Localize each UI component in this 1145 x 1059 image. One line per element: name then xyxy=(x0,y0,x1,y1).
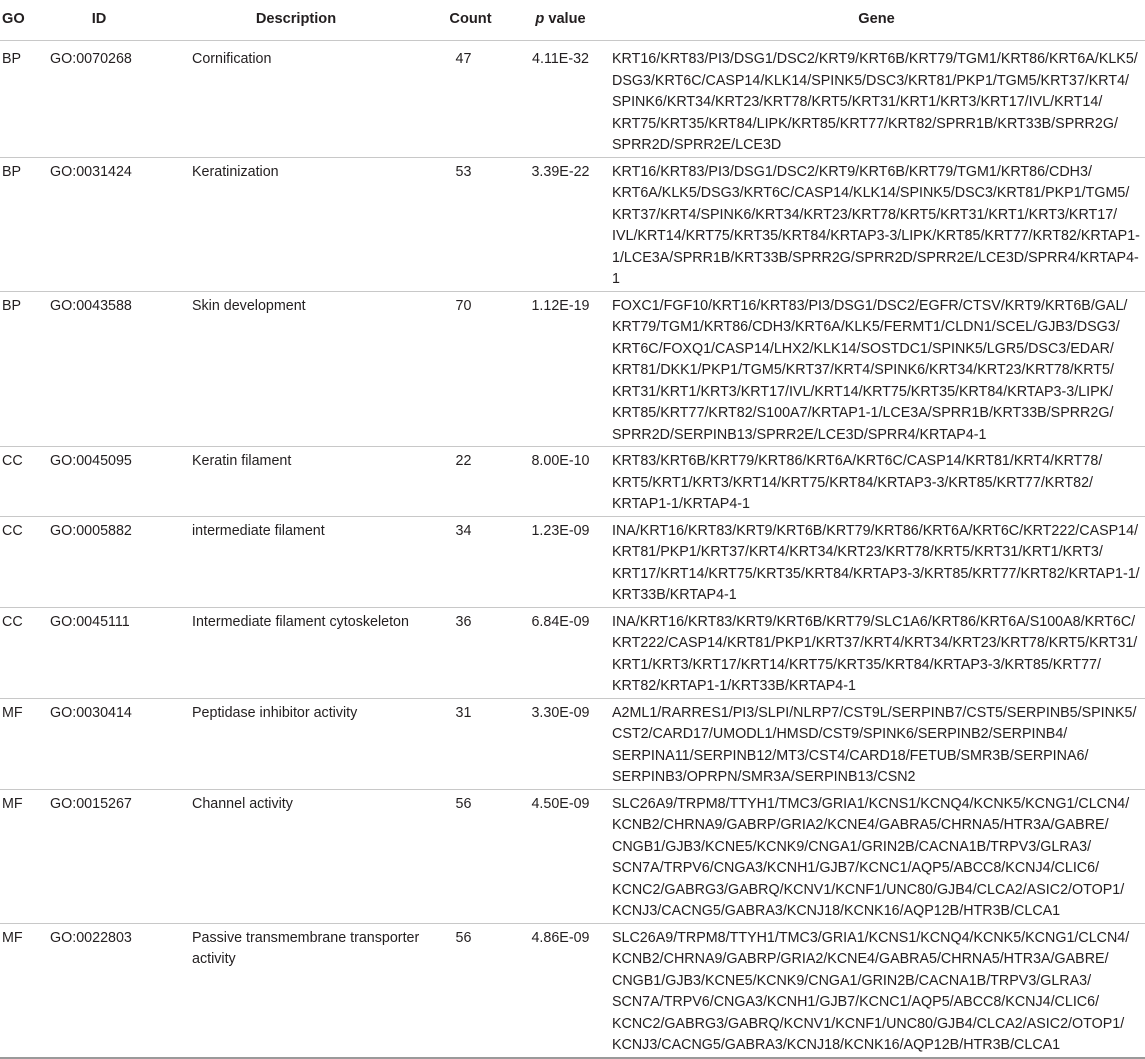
cell-go: CC xyxy=(0,607,44,698)
cell-pvalue: 4.50E-09 xyxy=(513,789,608,923)
table-row xyxy=(0,698,1145,789)
cell-description: Passive transmembrane transporter activity xyxy=(184,923,428,1058)
header-count: Count xyxy=(428,0,513,41)
cell-description: Channel activity xyxy=(184,789,428,923)
table-row xyxy=(0,157,1145,291)
cell-pvalue: 4.86E-09 xyxy=(513,923,608,1058)
cell-count: 22 xyxy=(428,447,513,517)
cell-description: intermediate filament xyxy=(184,516,428,607)
header-pvalue xyxy=(513,0,608,41)
cell-pvalue: 6.84E-09 xyxy=(513,607,608,698)
cell-gene: FOXC1/​FGF10/​KRT16/​KRT83/​PI3/​DSG1/​DSC2/​EGFR/​CTSV/​KRT9/​KRT6B/​GAL/​KRT79/​TGM1/​KRT86/​CDH3/​KRT6A/​KLK5/​FERMT1/​CLDN1/​SCEL/​GJB3/​DSG3/​KRT6C/​FOXQ1/​CASP14/​LHX2/​KLK14/​SOSTDC1/​SPINK5/​LGR5/​DSC3/​EDAR/​KRT81/​DKK1/​PKP1/​TGM5/​KRT37/​KRT4/​SPINK6/​KRT34/​KRT23/​KRT78/​KRT5/​KRT31/​KRT1/​KRT3/​KRT17/​IVL/​KRT14/​KRT75/​KRT35/​KRT84/​KRTAP3-3/​LIPK/​KRT85/​KRT77/​KRT82/​S100A7/​KRTAP1-1/​LCE3A/​SPRR1B/​KRT33B/​SPRR2G/​SPRR2D/​SERPINB13/​SPRR2E/​LCE3D/​SPRR4/​KRTAP4-1 xyxy=(608,291,1145,447)
header-id: ID xyxy=(44,0,184,41)
header-go: GO xyxy=(0,0,44,41)
cell-pvalue: 3.39E-22 xyxy=(513,157,608,291)
cell-gene: SLC26A9/​TRPM8/​TTYH1/​TMC3/​GRIA1/​KCNS1/​KCNQ4/​KCNK5/​KCNG1/​CLCN4/​KCNB2/​CHRNA9/​GABRP/​GRIA2/​KCNE4/​GABRA5/​CHRNA5/​HTR3A/​GABRE/​CNGB1/​GJB3/​KCNE5/​KCNK9/​CNGA1/​GRIN2B/​CACNA1B/​TRPV3/​GLRA3/​SCN7A/​TRPV6/​CNGA3/​KCNH1/​GJB7/​KCNC1/​AQP5/​ABCC8/​KCNJ4/​CLIC6/​KCNC2/​GABRG3/​GABRQ/​KCNV1/​KCNF1/​UNC80/​GJB4/​CLCA2/​ASIC2/​OTOP1/​KCNJ3/​CACNG5/​GABRA3/​KCNJ18/​KCNK16/​AQP12B/​HTR3B/​CLCA1 xyxy=(608,789,1145,923)
cell-pvalue: 1.12E-19 xyxy=(513,291,608,447)
cell-go: MF xyxy=(0,923,44,1058)
cell-count: 56 xyxy=(428,923,513,1058)
cell-pvalue: 8.00E-10 xyxy=(513,447,608,517)
table-row xyxy=(0,607,1145,698)
table-row xyxy=(0,447,1145,517)
cell-go: MF xyxy=(0,789,44,923)
cell-pvalue: 3.30E-09 xyxy=(513,698,608,789)
cell-id: GO:0030414 xyxy=(44,698,184,789)
cell-id: GO:0022803 xyxy=(44,923,184,1058)
cell-id: GO:0005882 xyxy=(44,516,184,607)
cell-go: CC xyxy=(0,516,44,607)
cell-go: MF xyxy=(0,698,44,789)
cell-go: BP xyxy=(0,157,44,291)
header-pvalue-rest: value xyxy=(548,11,586,28)
table-row xyxy=(0,291,1145,447)
cell-id: GO:0045111 xyxy=(44,607,184,698)
table-row xyxy=(0,789,1145,923)
cell-go: BP xyxy=(0,291,44,447)
header-description: Description xyxy=(184,0,428,41)
cell-id: GO:0043588 xyxy=(44,291,184,447)
table-row xyxy=(0,41,1145,158)
cell-gene: KRT16/​KRT83/​PI3/​DSG1/​DSC2/​KRT9/​KRT6B/​KRT79/​TGM1/​KRT86/​CDH3/​KRT6A/​KLK5/​DSG3/​KRT6C/​CASP14/​KLK14/​SPINK5/​DSC3/​KRT81/​PKP1/​TGM5/​KRT37/​KRT4/​SPINK6/​KRT34/​KRT23/​KRT78/​KRT5/​KRT31/​KRT1/​KRT3/​KRT17/​IVL/​KRT14/​KRT75/​KRT35/​KRT84/​KRTAP3-3/​LIPK/​KRT85/​KRT77/​KRT82/​KRTAP1-1/​LCE3A/​SPRR1B/​KRT33B/​SPRR2G/​SPRR2D/​SPRR2E/​LCE3D/​SPRR4/​KRTAP4-1 xyxy=(608,157,1145,291)
cell-description: Keratinization xyxy=(184,157,428,291)
table-row xyxy=(0,516,1145,607)
cell-description: Cornification xyxy=(184,41,428,158)
table-body xyxy=(0,41,1145,1058)
cell-pvalue: 4.11E-32 xyxy=(513,41,608,158)
cell-description: Keratin filament xyxy=(184,447,428,517)
cell-id: GO:0015267 xyxy=(44,789,184,923)
cell-pvalue: 1.23E-09 xyxy=(513,516,608,607)
cell-id: GO:0031424 xyxy=(44,157,184,291)
table-header-row xyxy=(0,0,1145,41)
table-row xyxy=(0,923,1145,1058)
cell-count: 70 xyxy=(428,291,513,447)
cell-count: 31 xyxy=(428,698,513,789)
header-pvalue-p: p xyxy=(535,11,545,28)
cell-count: 53 xyxy=(428,157,513,291)
cell-description: Intermediate filament cytoskeleton xyxy=(184,607,428,698)
cell-description: Skin development xyxy=(184,291,428,447)
cell-gene: SLC26A9/​TRPM8/​TTYH1/​TMC3/​GRIA1/​KCNS1/​KCNQ4/​KCNK5/​KCNG1/​CLCN4/​KCNB2/​CHRNA9/​GABRP/​GRIA2/​KCNE4/​GABRA5/​CHRNA5/​HTR3A/​GABRE/​CNGB1/​GJB3/​KCNE5/​KCNK9/​CNGA1/​GRIN2B/​CACNA1B/​TRPV3/​GLRA3/​SCN7A/​TRPV6/​CNGA3/​KCNH1/​GJB7/​KCNC1/​AQP5/​ABCC8/​KCNJ4/​CLIC6/​KCNC2/​GABRG3/​GABRQ/​KCNV1/​KCNF1/​UNC80/​GJB4/​CLCA2/​ASIC2/​OTOP1/​KCNJ3/​CACNG5/​GABRA3/​KCNJ18/​KCNK16/​AQP12B/​HTR3B/​CLCA1 xyxy=(608,923,1145,1058)
cell-id: GO:0070268 xyxy=(44,41,184,158)
cell-count: 56 xyxy=(428,789,513,923)
cell-go: CC xyxy=(0,447,44,517)
cell-description: Peptidase inhibitor activity xyxy=(184,698,428,789)
cell-count: 36 xyxy=(428,607,513,698)
cell-gene: INA/​KRT16/​KRT83/​KRT9/​KRT6B/​KRT79/​SLC1A6/​KRT86/​KRT6A/​S100A8/​KRT6C/​KRT222/​CASP14/​KRT81/​PKP1/​KRT37/​KRT4/​KRT34/​KRT23/​KRT78/​KRT5/​KRT31/​KRT1/​KRT3/​KRT17/​KRT14/​KRT75/​KRT35/​KRT84/​KRTAP3-3/​KRT85/​KRT77/​KRT82/​KRTAP1-1/​KRT33B/​KRTAP4-1 xyxy=(608,607,1145,698)
cell-count: 34 xyxy=(428,516,513,607)
header-gene: Gene xyxy=(608,0,1145,41)
cell-go: BP xyxy=(0,41,44,158)
cell-gene: KRT83/​KRT6B/​KRT79/​KRT86/​KRT6A/​KRT6C/​CASP14/​KRT81/​KRT4/​KRT78/​KRT5/​KRT1/​KRT3/​KRT14/​KRT75/​KRT84/​KRTAP3-3/​KRT85/​KRT77/​KRT82/​KRTAP1-1/​KRTAP4-1 xyxy=(608,447,1145,517)
cell-gene: A2ML1/​RARRES1/​PI3/​SLPI/​NLRP7/​CST9L/​SERPINB7/​CST5/​SERPINB5/​SPINK5/​CST2/​CARD17/​UMODL1/​HMSD/​CST9/​SPINK6/​SERPINB2/​SERPINB4/​SERPINA11/​SERPINB12/​MT3/​CST4/​CARD18/​FETUB/​SMR3B/​SERPINA6/​SERPINB3/​OPRPN/​SMR3A/​SERPINB13/​CSN2 xyxy=(608,698,1145,789)
cell-gene: INA/​KRT16/​KRT83/​KRT9/​KRT6B/​KRT79/​KRT86/​KRT6A/​KRT6C/​KRT222/​CASP14/​KRT81/​PKP1/​KRT37/​KRT4/​KRT34/​KRT23/​KRT78/​KRT5/​KRT31/​KRT1/​KRT3/​KRT17/​KRT14/​KRT75/​KRT35/​KRT84/​KRTAP3-3/​KRT85/​KRT77/​KRT82/​KRTAP1-1/​KRT33B/​KRTAP4-1 xyxy=(608,516,1145,607)
cell-count: 47 xyxy=(428,41,513,158)
cell-id: GO:0045095 xyxy=(44,447,184,517)
cell-gene: KRT16/​KRT83/​PI3/​DSG1/​DSC2/​KRT9/​KRT6B/​KRT79/​TGM1/​KRT86/​KRT6A/​KLK5/​DSG3/​KRT6C/​CASP14/​KLK14/​SPINK5/​DSC3/​KRT81/​PKP1/​TGM5/​KRT37/​KRT4/​SPINK6/​KRT34/​KRT23/​KRT78/​KRT5/​KRT31/​KRT1/​KRT3/​KRT17/​IVL/​KRT14/​KRT75/​KRT35/​KRT84/​LIPK/​KRT85/​KRT77/​KRT82/​SPRR1B/​KRT33B/​SPRR2G/​SPRR2D/​SPRR2E/​LCE3D xyxy=(608,41,1145,158)
